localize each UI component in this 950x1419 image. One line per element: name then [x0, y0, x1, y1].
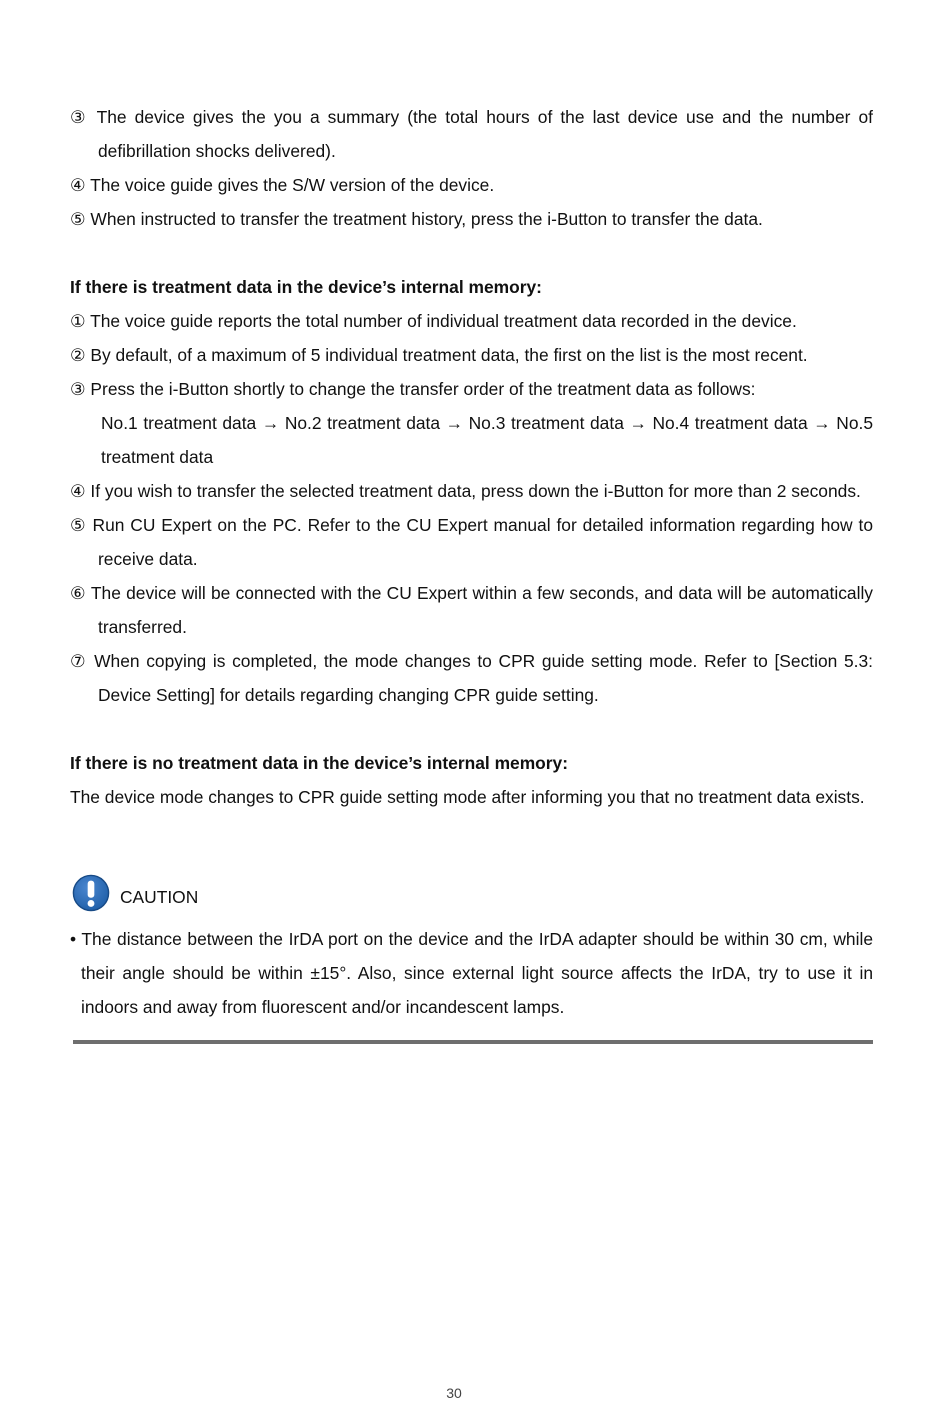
bullet-mark: •	[70, 929, 77, 949]
no-data-description: The device mode changes to CPR guide setting mode after informing you that no treatment data exists.	[70, 787, 865, 807]
caution-note	[70, 922, 873, 1024]
step-sw-version: ④ The voice guide gives the S/W version of the device.	[70, 175, 495, 195]
section-heading-with-data: If there is treatment data in the device’s internal memory:	[70, 277, 542, 297]
section-heading-no-data: If there is no treatment data in the device’s internal memory:	[70, 753, 569, 773]
step-hold-ibutton: ④ If you wish to transfer the selected treatment data, press down the i-Button for more than 2 seconds.	[70, 481, 861, 501]
caution-label: CAUTION	[120, 887, 199, 907]
step-run-cu-expert: ⑤ Run CU Expert on the PC. Refer to the CU Expert manual for detailed information regarding how to receive data.	[70, 515, 873, 569]
transfer-order-sequence: No.1 treatment data → No.2 treatment data → No.3 treatment data → No.4 treatment data → No.5 treatment data	[101, 413, 873, 467]
caution-divider	[73, 1040, 873, 1044]
step-auto-transfer: ⑥ The device will be connected with the CU Expert within a few seconds, and data will be automatically transferred.	[70, 583, 873, 637]
step-summary: ③ The device gives the you a summary (the total hours of the last device use and the number of defibrillation shocks delivered).	[70, 107, 873, 161]
caution-text: The distance between the IrDA port on the device and the IrDA adapter should be within 30 cm, while their angle should be within ±15°. Also, since external light source affects the IrDA, try to use it in indoors and away from fluorescent and/or incandescent lamps.	[81, 929, 873, 1017]
page-number: 30	[446, 1385, 462, 1401]
spacer	[70, 712, 873, 746]
step-press-ibutton: ③ Press the i-Button shortly to change the transfer order of the treatment data as follows:	[70, 379, 756, 399]
caution-header	[70, 868, 873, 912]
step-transfer-history: ⑤ When instructed to transfer the treatment history, press the i-Button to transfer the data.	[70, 209, 763, 229]
spacer	[70, 236, 873, 270]
step-report-total: ① The voice guide reports the total number of individual treatment data recorded in the device.	[70, 311, 797, 331]
exclamation-circle-icon	[72, 874, 110, 912]
page-content	[70, 100, 873, 1044]
step-default-order: ② By default, of a maximum of 5 individual treatment data, the first on the list is the most recent.	[70, 345, 808, 365]
step-copy-complete: ⑦ When copying is completed, the mode changes to CPR guide setting mode. Refer to [Section 5.3: Device Setting] for details regarding changing CPR guide setting.	[70, 651, 873, 705]
spacer	[70, 814, 873, 868]
